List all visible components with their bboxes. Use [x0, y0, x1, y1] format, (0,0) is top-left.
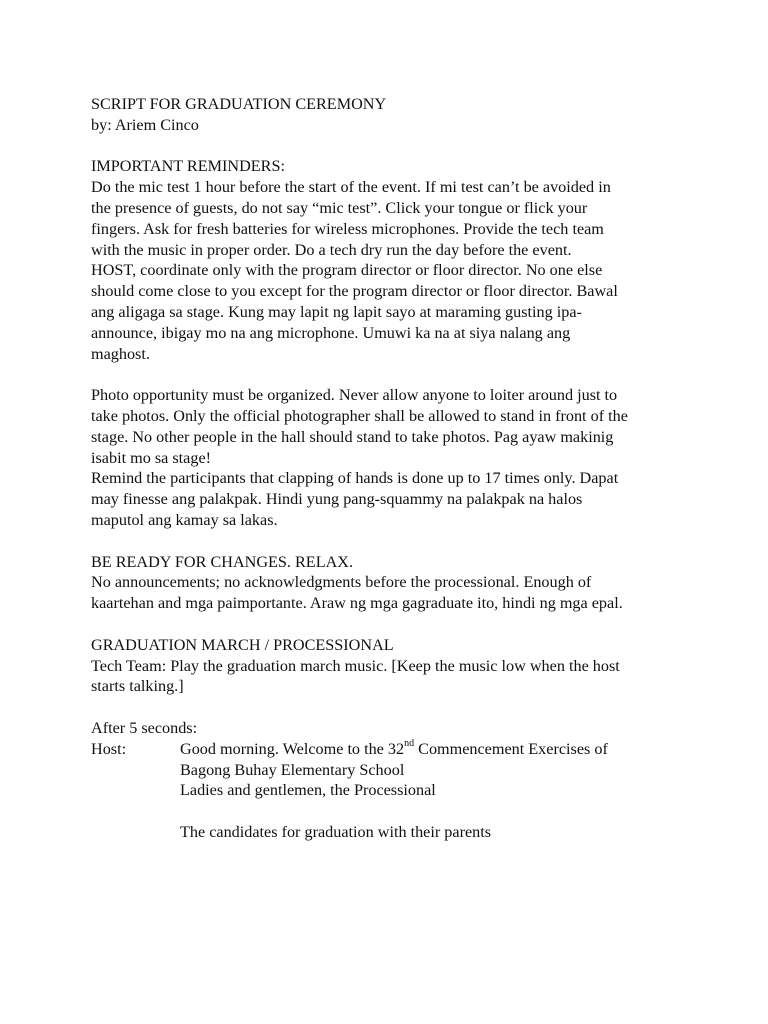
spacer — [91, 697, 688, 718]
text-line: starts talking.] — [91, 677, 184, 696]
text-line: Tech Team: Play the graduation march music. [Keep the music low when the host — [91, 656, 620, 675]
march-heading: GRADUATION MARCH / PROCESSIONAL — [91, 635, 394, 654]
changes-paragraph — [91, 572, 688, 614]
text-line: stage. No other people in the hall should stand to take photos. Pag ayaw makinig — [91, 427, 614, 446]
text-line: Remind the participants that clapping of hands is done up to 17 times only. Dapat — [91, 469, 619, 488]
spacer — [91, 531, 688, 552]
text-line: Photo opportunity must be organized. Never allow anyone to loiter around just to — [91, 386, 618, 405]
text-line: No announcements; no acknowledgments before the processional. Enough of — [91, 573, 592, 592]
school-name: Bagong Buhay Elementary School — [180, 760, 405, 779]
greeting-text: Good morning. Welcome to the 32 — [180, 739, 405, 758]
reminders-heading: IMPORTANT REMINDERS: — [91, 157, 285, 176]
spacer — [91, 136, 688, 157]
spacer — [91, 364, 688, 385]
text-line: kaartehan and mga paimportante. Araw ng mga gagraduate ito, hindi ng mga epal. — [91, 594, 623, 613]
text-line: may finesse ang palakpak. Hindi yung pang-squammy na palakpak na halos — [91, 490, 583, 509]
reminders-paragraph-2 — [91, 385, 688, 531]
text-line: HOST, coordinate only with the program director or floor director. No one else — [91, 261, 603, 280]
host-label: Host: — [91, 739, 127, 758]
document-author: by: Ariem Cinco — [91, 115, 199, 134]
text-line: the presence of guests, do not say “mic test”. Click your tongue or flick your — [91, 198, 588, 217]
ordinal-suffix: nd — [404, 738, 415, 750]
text-line: maghost. — [91, 344, 150, 363]
document-title: SCRIPT FOR GRADUATION CEREMONY — [91, 95, 387, 113]
processional-intro: Ladies and gentlemen, the Processional — [180, 781, 436, 800]
text-line: take photos. Only the official photographer shall be allowed to stand in front of the — [91, 406, 628, 425]
text-line: isabit mo sa stage! — [91, 448, 212, 467]
cue-after: After 5 seconds: — [91, 718, 198, 737]
spacer — [91, 614, 688, 635]
changes-heading: BE READY FOR CHANGES. RELAX. — [91, 552, 354, 571]
text-line: maputol ang kamay sa lakas. — [91, 510, 278, 529]
host-line — [91, 739, 688, 760]
greeting-text-end: Commencement Exercises of — [414, 739, 608, 758]
text-line: with the music in proper order. Do a tech dry run the day before the event. — [91, 240, 572, 259]
host-greeting — [180, 739, 608, 760]
text-line: ang aligaga sa stage. Kung may lapit ng lapit sayo at maraming gusting ipa- — [91, 302, 582, 321]
text-line: fingers. Ask for fresh batteries for wireless microphones. Provide the tech team — [91, 219, 604, 238]
reminders-paragraph-1 — [91, 177, 688, 364]
candidates-line: The candidates for graduation with their parents — [180, 822, 492, 841]
spacer — [91, 801, 688, 822]
text-line: should come close to you except for the program director or floor director. Bawal — [91, 282, 618, 301]
text-line: announce, ibigay mo na ang microphone. Umuwi ka na at siya nalang ang — [91, 323, 571, 342]
text-line: Do the mic test 1 hour before the start of the event. If mi test can’t be avoided in — [91, 178, 611, 197]
march-paragraph — [91, 656, 688, 698]
